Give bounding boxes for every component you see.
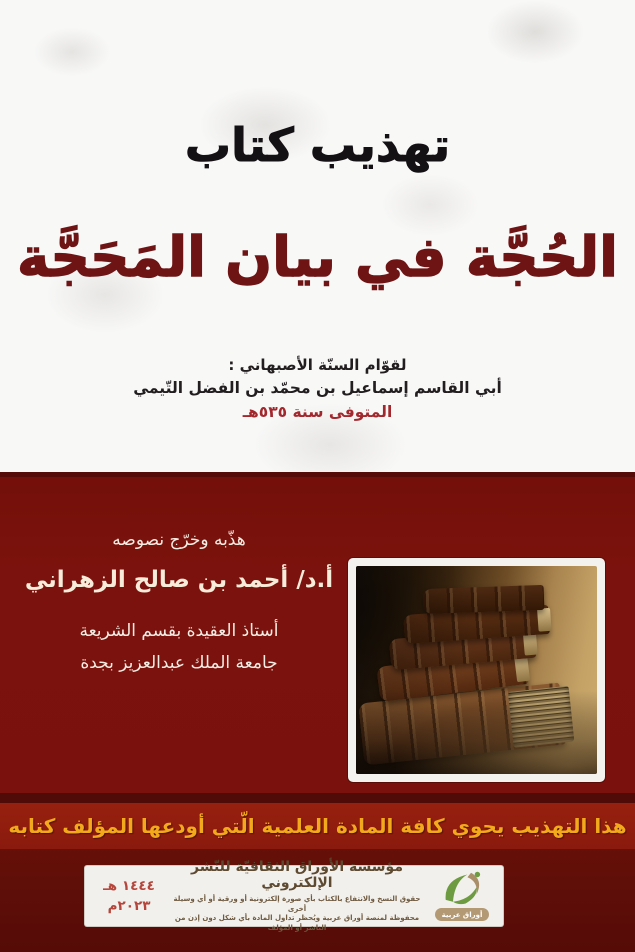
rights-line-1: حقوق النسخ والانتفاع بالكتاب بأي صورة إلكترونية أو ورقية أو أي وسيلة أخرى (173, 895, 421, 913)
rights-line-2: محفوظة لمنصة أوراق عربية ويُحظر تداول المادة بأي شكل دون إذن من الناشر أو المؤلف (174, 914, 420, 932)
banner-text: هذا التهذيب يحوي كافة المادة العلمية الّتي أودعها المؤلف كتابه (8, 814, 627, 838)
book-page-edges (537, 607, 552, 631)
editor-intro: هذّبه وخرّج نصوصه (112, 530, 246, 550)
publisher-footer-bar (85, 859, 503, 932)
book-title: الحُجَّة في بيان المَحَجَّة (17, 225, 618, 289)
banner-divider (0, 793, 635, 803)
book-page-edges (507, 685, 573, 747)
year-gregorian: ٢٠٢٣م (107, 898, 151, 914)
banner-strip (0, 803, 635, 849)
author-name: أبي القاسم إسماعيل بن محمّد بن الفضل التّيمي (133, 379, 502, 397)
publisher-logo-wordmark: أوراق عربية (435, 908, 489, 921)
books-photo-frame (348, 558, 605, 782)
publication-dates (93, 876, 165, 916)
editor-role-line2: جامعة الملك عبدالعزيز بجدة (80, 653, 278, 673)
publisher-block (171, 859, 423, 933)
book-spine-ribs (423, 585, 544, 614)
editor-name: أ.د/ أحمد بن صالح الزهراني (24, 567, 334, 593)
publisher-logo (429, 869, 495, 923)
author-block (0, 354, 635, 425)
book-stack-top (423, 585, 544, 614)
year-hijri: ١٤٤٤ هـ (103, 878, 155, 894)
publisher-name: مؤسسة الأوراق الثقافيّة للنّشر الإلكتروني (191, 859, 403, 891)
books-photo (356, 566, 597, 774)
editor-block (18, 530, 340, 679)
bottom-section (0, 849, 635, 952)
top-section (0, 0, 635, 472)
author-intro: لقوّام السنّة الأصبهاني : (228, 356, 407, 374)
series-kicker: تهذيب كتاب (184, 118, 451, 172)
publisher-logo-icon (433, 869, 491, 909)
editor-role-line1: أستاذ العقيدة بقسم الشريعة (79, 621, 279, 641)
author-death-year: المتوفى سنة ٥٣٥هـ (242, 403, 393, 421)
